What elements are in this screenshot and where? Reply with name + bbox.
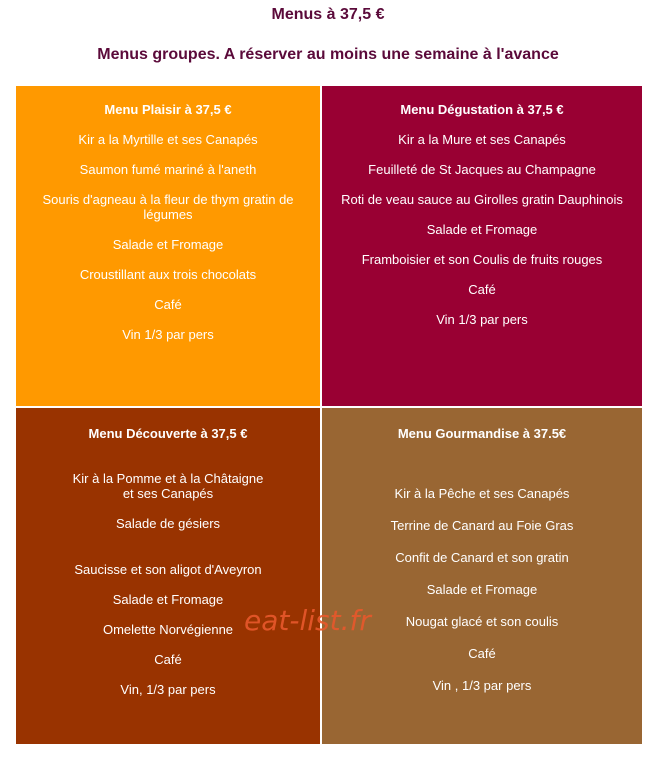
watermark: eat-list.fr [244,604,371,637]
menu-item: Café [468,646,496,661]
menu-item: Confit de Canard et son gratin [395,550,569,565]
page-subtitle: Menus groupes. A réserver au moins une semaine à l'avance [97,46,559,63]
menu-item: Kir à la Pêche et ses Canapés [394,486,570,501]
menu-item: Vin 1/3 par pers [436,312,528,327]
menu-item: Nougat glacé et son coulis [405,614,559,629]
menu-item: Kir a la Myrtille et ses Canapés [78,132,258,147]
menu-card-decouverte [16,408,320,744]
menu-item: Salade et Fromage [112,592,224,607]
menu-item: Salade et Fromage [112,237,224,252]
menu-card-degustation [322,86,642,406]
menu-item: Café [154,297,182,312]
menu-item: Feuilleté de St Jacques au Champagne [368,162,596,177]
menu-item: Kir à la Pomme et à la Châtaigne [72,471,264,486]
menu-heading: Menu Gourmandise à 37.5€ [397,426,567,441]
menu-item: Salade de gésiers [115,516,221,531]
menu-item: Terrine de Canard au Foie Gras [390,518,574,533]
menu-item: et ses Canapés [122,486,214,501]
page-title: Menus à 37,5 € [271,6,385,23]
menu-item: Salade et Fromage [426,582,538,597]
menu-item: Saucisse et son aligot d'Aveyron [74,562,262,577]
menu-item: Café [468,282,496,297]
menu-item: Vin, 1/3 par pers [120,682,216,697]
menu-heading: Menu Plaisir à 37,5 € [104,102,232,117]
menu-item: Roti de veau sauce au Girolles gratin Dauphinois [341,192,623,207]
menu-item: Souris d'agneau à la fleur de thym gratin de légumes [42,192,294,222]
menu-item: Omelette Norvégienne [102,622,234,637]
menu-card-plaisir [16,86,320,406]
menu-card-gourmandise [322,408,642,744]
menu-item: Café [154,652,182,667]
menu-item: Kir a la Mure et ses Canapés [398,132,566,147]
menu-item: Salade et Fromage [426,222,538,237]
menu-item: Framboisier et son Coulis de fruits rouges [361,252,603,267]
menu-item: Vin , 1/3 par pers [432,678,532,693]
menu-item: Vin 1/3 par pers [122,327,214,342]
menu-item: Saumon fumé mariné à l'aneth [79,162,257,177]
menu-grid [16,86,642,744]
menu-heading: Menu Découverte à 37,5 € [88,426,248,441]
menu-heading: Menu Dégustation à 37,5 € [400,102,564,117]
menu-item: Croustillant aux trois chocolats [79,267,257,282]
